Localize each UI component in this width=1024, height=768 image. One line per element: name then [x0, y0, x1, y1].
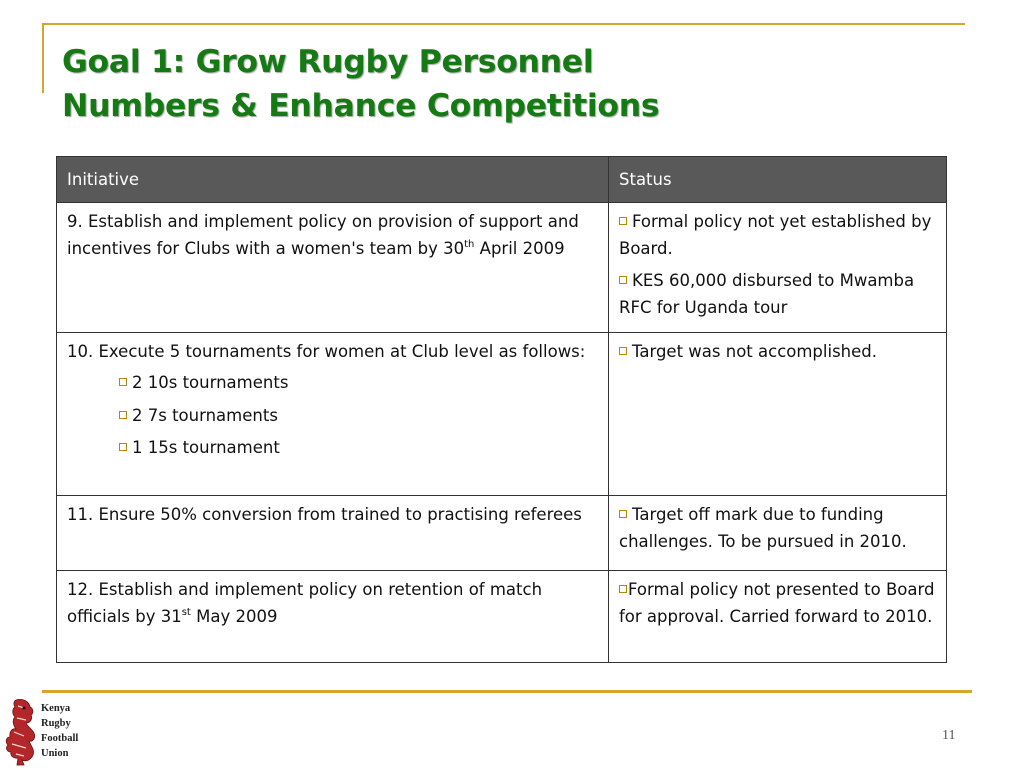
- sub-list: [67, 369, 598, 461]
- sub-list-item: [119, 369, 598, 396]
- slide-title: [62, 40, 962, 128]
- status-item: [619, 208, 936, 262]
- status-text: Target was not accomplished.: [632, 342, 877, 361]
- square-bullet-icon: [119, 411, 127, 419]
- status-item: [619, 338, 936, 365]
- logo-line: Union: [41, 748, 69, 759]
- table-header-row: [57, 157, 947, 203]
- table-row: [57, 571, 947, 663]
- initiative-text-end: May 2009: [190, 607, 278, 626]
- status-cell: [609, 333, 947, 496]
- initiatives-table: [56, 156, 947, 663]
- table-row: [57, 203, 947, 333]
- header-status: Status: [609, 157, 947, 203]
- logo-line: Kenya: [41, 703, 71, 714]
- status-cell: [609, 203, 947, 333]
- status-item: [619, 267, 936, 321]
- initiative-cell: [57, 333, 609, 496]
- sub-item-text: 1 15s tournament: [132, 438, 280, 457]
- sub-item-text: 2 7s tournaments: [132, 405, 278, 425]
- logo-line: Rugby: [41, 718, 71, 729]
- logo-text: [41, 701, 78, 761]
- square-bullet-icon: [119, 378, 127, 386]
- square-bullet-icon: [119, 443, 127, 451]
- status-list: [619, 208, 936, 321]
- top-accent-line: [43, 23, 965, 25]
- status-text: Formal policy not yet established by Board.: [619, 212, 932, 258]
- status-list: [619, 501, 936, 555]
- bottom-accent-line: [42, 690, 972, 693]
- sub-list-item: [119, 434, 598, 461]
- initiative-text: 10. Execute 5 tournaments for women at Club level as follows:: [67, 342, 586, 361]
- page-number: 11: [942, 728, 956, 743]
- status-text: KES 60,000 disbursed to Mwamba RFC for Uganda tour: [619, 271, 915, 317]
- table-row: [57, 333, 947, 496]
- initiative-cell: [57, 571, 609, 663]
- square-bullet-icon: [619, 585, 627, 593]
- initiative-cell: [57, 203, 609, 333]
- square-bullet-icon: [619, 217, 627, 225]
- initiative-text: 9. Establish and implement policy on provision of support and incentives for Clubs with a women's team by 30: [67, 212, 579, 258]
- rugby-lion-icon: [2, 696, 38, 766]
- slide-title-line-1: Goal 1: Grow Rugby Personnel: [62, 44, 594, 80]
- status-list: [619, 338, 936, 365]
- status-item: [619, 501, 936, 555]
- initiative-text: 12. Establish and implement policy on retention of match officials by 31: [67, 580, 543, 626]
- logo-line: Football: [41, 733, 79, 744]
- square-bullet-icon: [619, 510, 627, 518]
- slide-title-line-2: Numbers & Enhance Competitions: [62, 88, 660, 124]
- square-bullet-icon: [619, 347, 627, 355]
- status-text: Target off mark due to funding challenges. To be pursued in 2010.: [619, 505, 907, 551]
- ordinal-suffix: st: [181, 607, 191, 618]
- status-item: [619, 576, 936, 630]
- status-text: Formal policy not presented to Board for approval. Carried forward to 2010.: [619, 580, 935, 626]
- initiative-cell: [57, 496, 609, 571]
- sub-list-item: [119, 402, 598, 429]
- header-initiative: Initiative: [57, 157, 609, 203]
- sub-item-text: 2 10s tournaments: [132, 373, 289, 392]
- status-cell: [609, 496, 947, 571]
- initiative-text-end: April 2009: [474, 239, 565, 258]
- table-row: [57, 496, 947, 571]
- left-accent-line: [42, 23, 44, 93]
- status-list: [619, 576, 936, 630]
- ordinal-suffix: th: [464, 239, 475, 250]
- square-bullet-icon: [619, 276, 627, 284]
- initiative-text: 11. Ensure 50% conversion from trained to practising referees: [67, 505, 582, 524]
- status-cell: [609, 571, 947, 663]
